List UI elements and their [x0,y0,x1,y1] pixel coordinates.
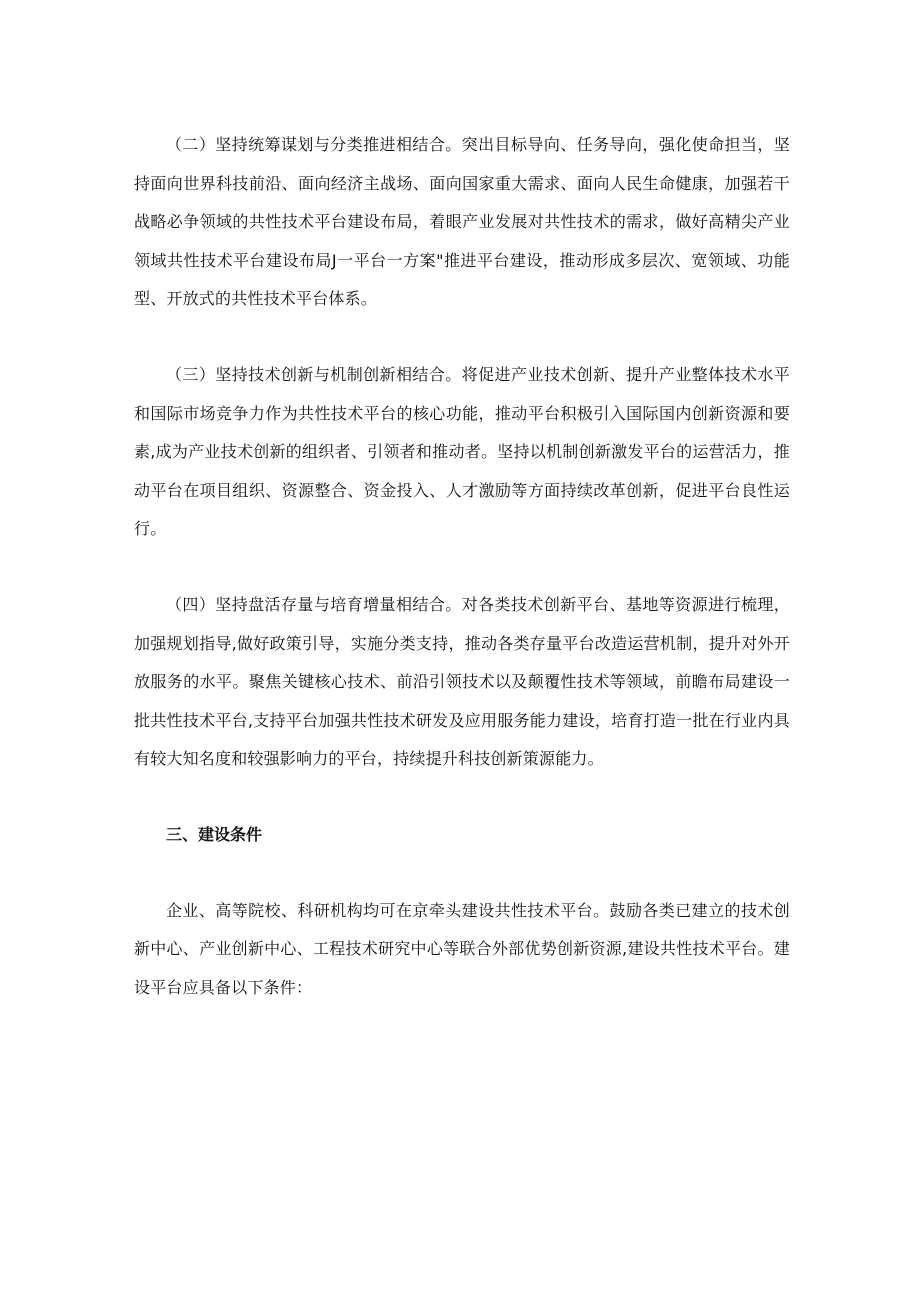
paragraph-principle-3: （三）坚持技术创新与机制创新相结合。将促进产业技术创新、提升产业整体技术水平和国际市场竞争力作为共性技术平台的核心功能，推动平台积极引入国际国内创新资源和要素,成为产业技术创新的组织者、引领者和推动者。坚持以机制创新激发平台的运营活力，推动平台在项目组织、资源整合、资金投入、人才激励等方面持续改革创新，促进平台良性运行。 [134,364,790,539]
document-body [134,126,790,1007]
section-heading-conditions: 三、建设条件 [166,824,263,844]
paragraph-principle-4: （四）坚持盘活存量与培育增量相结合。对各类技术创新平台、基地等资源进行梳理，加强规划指导,做好政策引导，实施分类支持，推动各类存量平台改造运营机制，提升对外开放服务的水平。聚焦关键核心技术、前沿引领技术以及颠覆性技术等领域，前瞻布局建设一批共性技术平台,支持平台加强共性技术研发及应用服务能力建设，培育打造一批在行业内具有较大知名度和较强影响力的平台，持续提升科技创新策源能力。 [134,594,790,769]
paragraph-principle-2: （二）坚持统筹谋划与分类推进相结合。突出目标导向、任务导向，强化使命担当，坚持面向世界科技前沿、面向经济主战场、面向国家重大需求、面向人民生命健康，加强若干战略必争领域的共性技术平台建设布局，着眼产业发展对共性技术的需求，做好高精尖产业领域共性技术平台建设布局J一平台一方案"推进平台建设，推动形成多层次、宽领域、功能型、开放式的共性技术平台体系。 [134,135,790,309]
paragraph-conditions-intro: 企业、高等院校、科研机构均可在京牵头建设共性技术平台。鼓励各类已建立的技术创新中心、产业创新中心、工程技术研究中心等联合外部优势创新资源,建设共性技术平台。建设平台应具备以下条件： [134,900,790,997]
